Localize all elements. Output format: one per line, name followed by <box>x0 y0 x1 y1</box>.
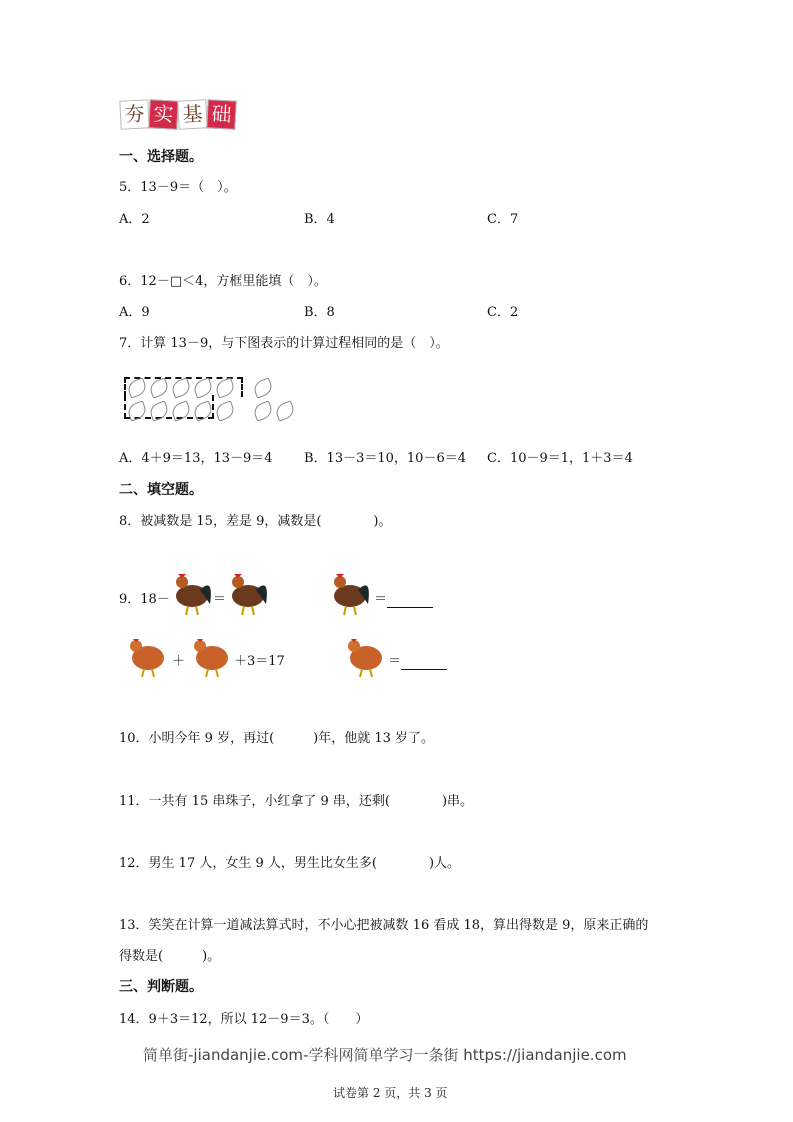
q5-option-c[interactable]: C．7 <box>487 212 519 227</box>
q6-option-c[interactable]: C．2 <box>487 305 519 320</box>
rooster-icon <box>170 570 216 616</box>
q9-equals: ＝ <box>388 654 402 669</box>
rooster-icon <box>328 570 374 616</box>
logo-char: 实 <box>148 99 178 129</box>
leaf-icon <box>252 377 274 398</box>
question-10: 10．小明今年 9 岁，再过( )年，他就 13 岁了。 <box>119 731 435 746</box>
question-8: 8．被减数是 15，差是 9，减数是( )。 <box>119 514 392 529</box>
question-12: 12．男生 17 人，女生 9 人，男生比女生多( )人。 <box>119 856 461 871</box>
q6-option-a[interactable]: A．9 <box>119 305 150 320</box>
logo-char: 夯 <box>119 99 149 129</box>
page-footer: 试卷第 2 页，共 3 页 <box>333 1086 448 1100</box>
hen-icon <box>126 634 170 678</box>
question-13-line1: 13．笑笑在计算一道减法算式时，不小心把被减数 16 看成 18，算出得数是 9，原来正确的 <box>119 918 649 933</box>
q9-answer-hen[interactable] <box>388 650 447 670</box>
q9-hen-equation: ＋3＝17 <box>234 654 285 669</box>
q7-option-b[interactable]: B．13－3＝10，10－6＝4 <box>304 451 466 466</box>
section-heading: 三、判断题。 <box>119 979 203 995</box>
answer-blank[interactable] <box>401 654 447 670</box>
question-6: 6．12－□＜4，方框里能填（ ）。 <box>119 274 327 289</box>
question-5: 5．13－9＝（ ）。 <box>119 180 237 195</box>
logo-char: 础 <box>206 99 236 129</box>
q9-label: 9．18－ <box>119 592 170 607</box>
question-14: 14．9＋3＝12，所以 12－9＝3。（ ） <box>119 1012 369 1027</box>
q9-equals: ＝ <box>213 592 227 607</box>
q5-option-a[interactable]: A．2 <box>119 212 150 227</box>
hen-icon <box>344 634 388 678</box>
q7-option-c[interactable]: C．10－9＝1，1＋3＝4 <box>487 451 633 466</box>
hen-icon <box>190 634 234 678</box>
logo-char: 基 <box>177 99 207 129</box>
section-heading: 二、填空题。 <box>119 482 203 498</box>
question-11: 11．一共有 15 串珠子，小红拿了 9 串，还剩( )串。 <box>119 794 474 809</box>
question-7: 7．计算 13－9，与下图表示的计算过程相同的是（ ）。 <box>119 336 449 351</box>
leaf-icon <box>252 400 274 421</box>
watermark: 简单街-jiandanjie.com-学科网简单学习一条街 https://jiandanjie.com <box>143 1046 627 1064</box>
section-logo <box>120 100 236 129</box>
q6-option-b[interactable]: B．8 <box>304 305 335 320</box>
leaf-icon <box>274 400 296 421</box>
leaf-icon <box>214 400 236 421</box>
answer-blank[interactable] <box>387 592 433 608</box>
q7-option-a[interactable]: A．4＋9＝13，13－9＝4 <box>119 451 273 466</box>
section-heading: 一、选择题。 <box>119 149 203 165</box>
rooster-icon <box>226 570 272 616</box>
question-13-line2: 得数是( )。 <box>119 949 221 964</box>
q9-equals: ＝ <box>374 592 388 607</box>
q9-answer-rooster[interactable] <box>374 588 433 608</box>
q5-option-b[interactable]: B．4 <box>304 212 335 227</box>
q9-plus: ＋ <box>172 654 186 669</box>
